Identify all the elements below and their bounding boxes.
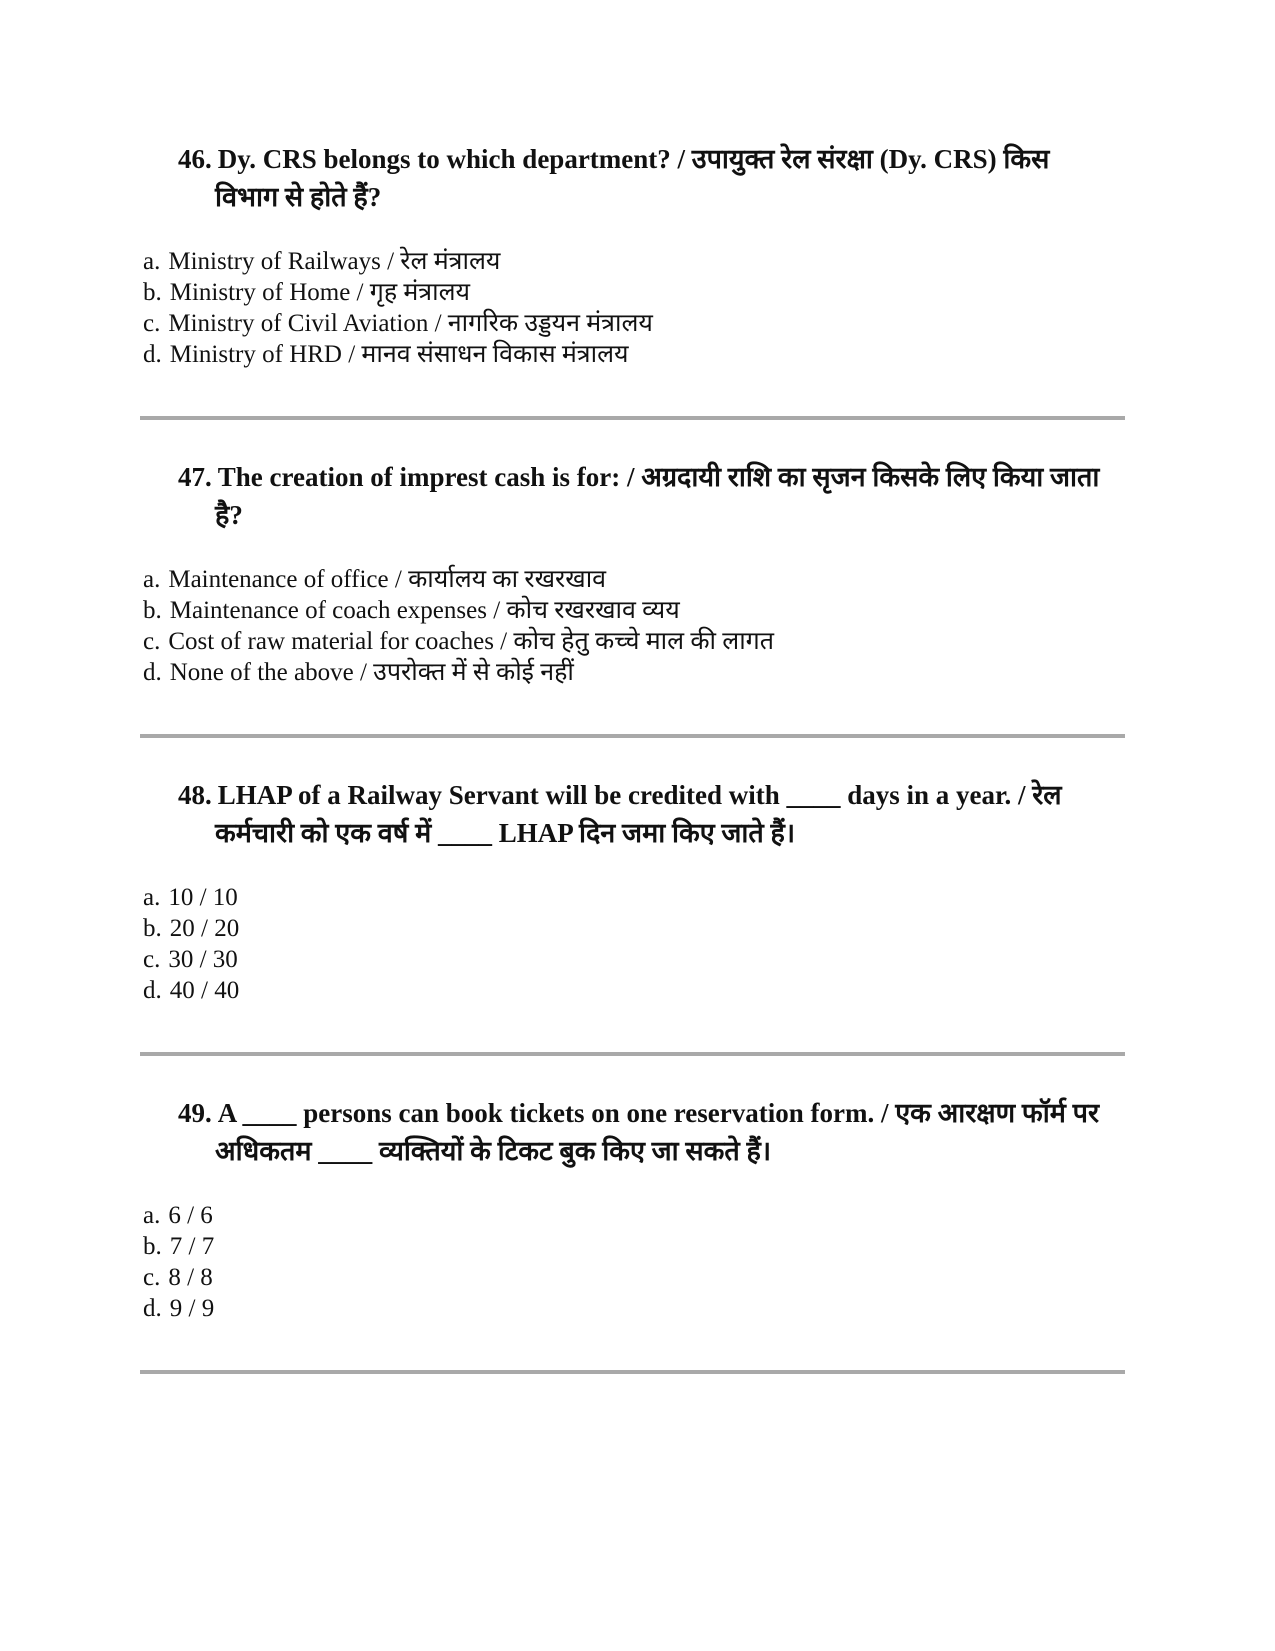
options-list	[0, 1200, 1275, 1324]
answer-option	[143, 944, 1275, 975]
options-list	[0, 246, 1275, 370]
answer-option	[143, 975, 1275, 1006]
option-label: a.	[143, 566, 161, 593]
question-heading	[178, 458, 1107, 534]
question-block	[0, 776, 1275, 1056]
option-text: Maintenance of office / कार्यालय का रखरखाव	[168, 566, 607, 593]
answer-option	[143, 882, 1275, 913]
option-text: Ministry of Civil Aviation / नागरिक उड्डयन मंत्रालय	[168, 310, 653, 337]
answer-option	[143, 1231, 1275, 1262]
question-number: 49.	[178, 1098, 212, 1128]
answer-option	[143, 595, 1275, 626]
answer-option	[143, 1293, 1275, 1324]
option-label: b.	[143, 1233, 162, 1260]
option-text: None of the above / उपरोक्त में से कोई नहीं	[169, 659, 574, 686]
option-text: 30 / 30	[168, 946, 238, 973]
section-divider	[140, 734, 1125, 738]
option-text: Ministry of Railways / रेल मंत्रालय	[168, 248, 501, 275]
question-block	[0, 140, 1275, 420]
section-divider	[140, 416, 1125, 420]
option-text: 40 / 40	[169, 977, 240, 1004]
option-text: 6 / 6	[168, 1202, 213, 1229]
question-block	[0, 458, 1275, 738]
question-heading	[178, 140, 1107, 216]
option-text: 20 / 20	[169, 915, 240, 942]
option-label: c.	[143, 1264, 161, 1291]
question-text: A ____ persons can book tickets on one reservation form. / एक आरक्षण फॉर्म पर अधिकतम ____ व्यक्तियों के टिकट बुक किए जा सकते हैं।	[215, 1098, 1099, 1166]
section-divider	[140, 1370, 1125, 1374]
question-block	[0, 1094, 1275, 1374]
question-text: The creation of imprest cash is for: / अग्रदायी राशि का सृजन किसके लिए किया जाता है?	[215, 462, 1100, 530]
answer-option	[143, 246, 1275, 277]
answer-option	[143, 564, 1275, 595]
option-text: 9 / 9	[169, 1295, 215, 1322]
questions-container	[0, 140, 1275, 1374]
answer-option	[143, 1200, 1275, 1231]
question-number: 48.	[178, 780, 212, 810]
option-label: a.	[143, 1202, 161, 1229]
option-label: b.	[143, 279, 162, 306]
answer-option	[143, 913, 1275, 944]
option-text: 7 / 7	[169, 1233, 215, 1260]
answer-option	[143, 308, 1275, 339]
question-number: 47.	[178, 462, 212, 492]
option-label: d.	[143, 341, 162, 368]
section-divider	[140, 1052, 1125, 1056]
option-label: d.	[143, 659, 162, 686]
answer-option	[143, 277, 1275, 308]
options-list	[0, 882, 1275, 1006]
option-text: Maintenance of coach expenses / कोच रखरखाव व्यय	[169, 597, 680, 624]
option-text: 10 / 10	[168, 884, 238, 911]
answer-option	[143, 657, 1275, 688]
answer-option	[143, 1262, 1275, 1293]
option-text: 8 / 8	[168, 1264, 213, 1291]
option-text: Ministry of Home / गृह मंत्रालय	[169, 279, 471, 306]
option-label: c.	[143, 628, 161, 655]
option-label: a.	[143, 884, 161, 911]
options-list	[0, 564, 1275, 688]
answer-option	[143, 626, 1275, 657]
option-text: Ministry of HRD / मानव संसाधन विकास मंत्रालय	[169, 341, 629, 368]
option-label: d.	[143, 1295, 162, 1322]
option-label: a.	[143, 248, 161, 275]
question-heading	[178, 776, 1107, 852]
option-label: c.	[143, 310, 161, 337]
question-text: LHAP of a Railway Servant will be credited with ____ days in a year. / रेल कर्मचारी को एक वर्ष में ____ LHAP दिन जमा किए जाते हैं।	[215, 780, 1062, 848]
option-label: b.	[143, 915, 162, 942]
option-label: b.	[143, 597, 162, 624]
question-text: Dy. CRS belongs to which department? / उपायुक्त रेल संरक्षा (Dy. CRS) किस विभाग से होते हैं?	[215, 144, 1050, 212]
answer-option	[143, 339, 1275, 370]
option-text: Cost of raw material for coaches / कोच हेतु कच्चे माल की लागत	[168, 628, 774, 655]
question-heading	[178, 1094, 1107, 1170]
question-number: 46.	[178, 144, 212, 174]
option-label: c.	[143, 946, 161, 973]
option-label: d.	[143, 977, 162, 1004]
